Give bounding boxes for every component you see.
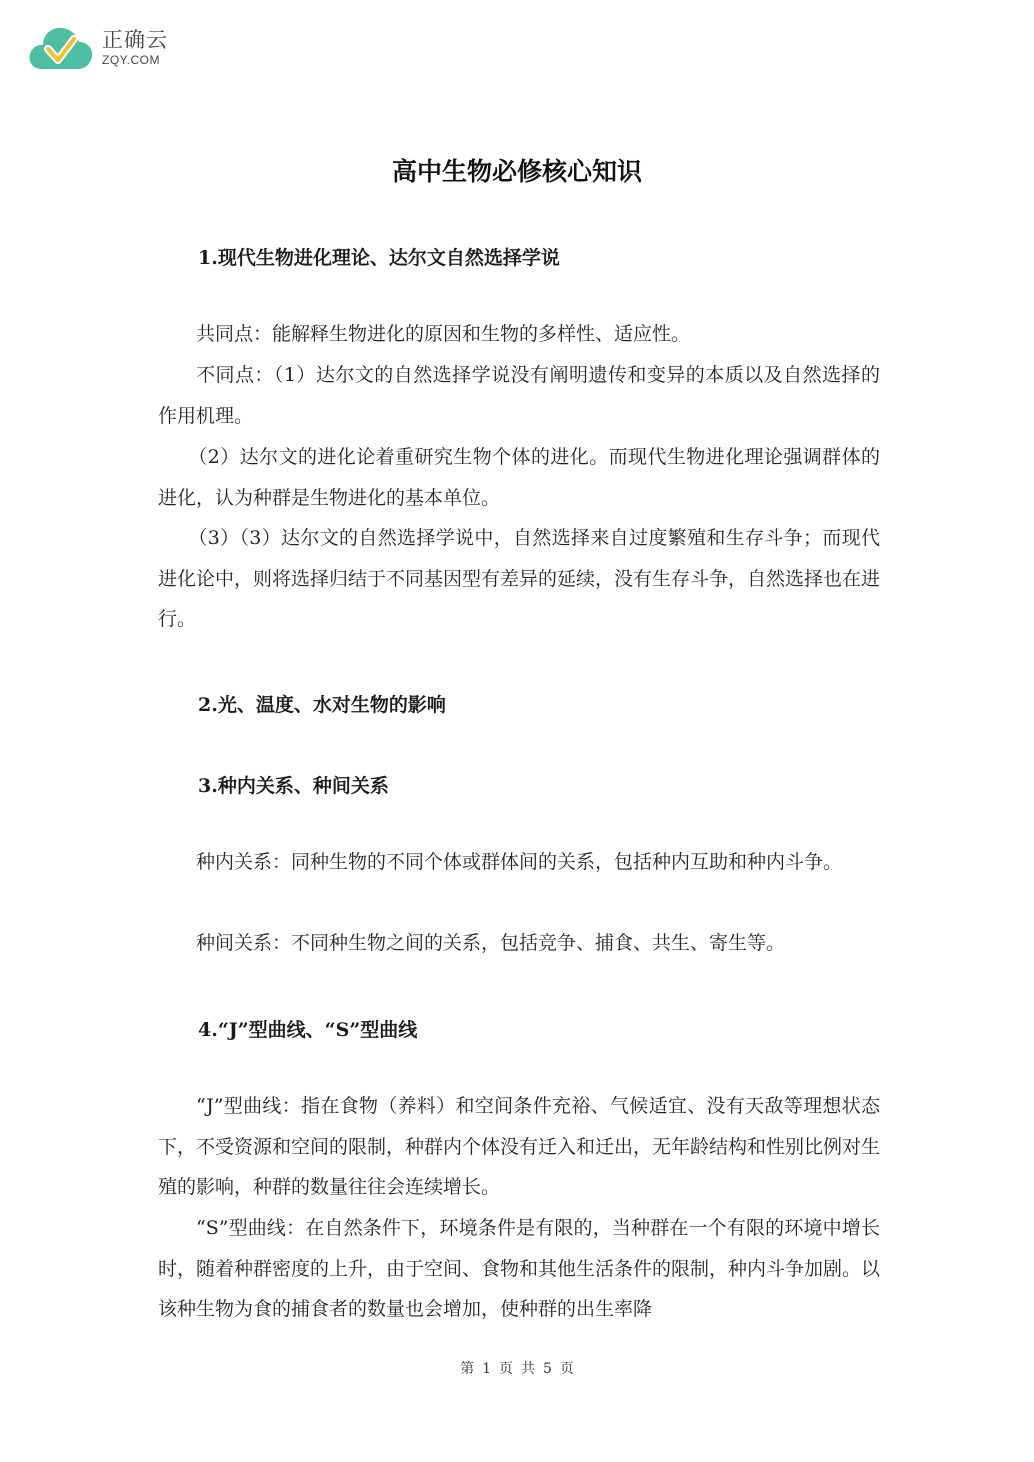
section-1-paragraph: （3）（3）达尔文的自然选择学说中，自然选择来自过度繁殖和生存斗争；而现代进化论中，则将选择归结于不同基因型有差异的延续，没有生存斗争，自然选择也在进行。 xyxy=(158,527,881,630)
section-3-paragraph: 种内关系：同种生物的不同个体或群体间的关系，包括种内互助和种内斗争。 xyxy=(196,851,843,873)
section-1-heading: 1.现代生物进化理论、达尔文自然选择学说 xyxy=(198,247,560,269)
footer-label: 页 xyxy=(499,1361,513,1377)
section-4-paragraph: “S”型曲线：在自然条件下，环境条件是有限的，当种群在一个有限的环境中增长时，随着种群密度的上升，由于空间、食物和其他生活条件的限制，种内斗争加剧。以该种生物为食的捕食者的数量也会增加，使种群的出生率降 xyxy=(158,1217,881,1320)
brand-domain: ZQY.COM xyxy=(102,53,160,67)
footer-label: 第 xyxy=(460,1361,475,1377)
section-2-heading: 2.光、温度、水对生物的影响 xyxy=(198,694,446,716)
current-page-number: 1 xyxy=(482,1361,491,1377)
section-1-paragraph: 不同点：（1）达尔文的自然选择学说没有阐明遗传和变异的本质以及自然选择的作用机理。 xyxy=(158,364,880,427)
cloud-check-icon xyxy=(28,23,94,73)
brand-name: 正确云 xyxy=(102,28,168,52)
footer-label: 共 xyxy=(521,1361,535,1377)
section-3-paragraph: 种间关系：不同种生物之间的关系，包括竞争、捕食、共生、寄生等。 xyxy=(196,932,786,954)
section-3-heading: 3.种内关系、种间关系 xyxy=(198,775,389,797)
page-footer xyxy=(0,1358,1034,1378)
section-4-heading: 4.“J”型曲线、“S”型曲线 xyxy=(198,1019,418,1041)
total-page-count: 5 xyxy=(543,1361,552,1377)
page-title: 高中生物必修核心知识 xyxy=(391,157,642,186)
footer-label: 页 xyxy=(559,1361,574,1377)
section-1-paragraph: 共同点：能解释生物进化的原因和生物的多样性、适应性。 xyxy=(196,323,691,345)
section-4-paragraph: “J”型曲线：指在食物（养料）和空间条件充裕、气候适宜、没有天敌等理想状态下，不受资源和空间的限制，种群内个体没有迁入和迁出，无年龄结构和性别比例对生殖的影响，种群的数量往往会连续增长。 xyxy=(158,1095,881,1198)
brand-logo xyxy=(28,22,168,74)
section-1-paragraph: （2）达尔文的进化论着重研究生物个体的进化。而现代生物进化理论强调群体的进化，认为种群是生物进化的基本单位。 xyxy=(158,446,880,509)
